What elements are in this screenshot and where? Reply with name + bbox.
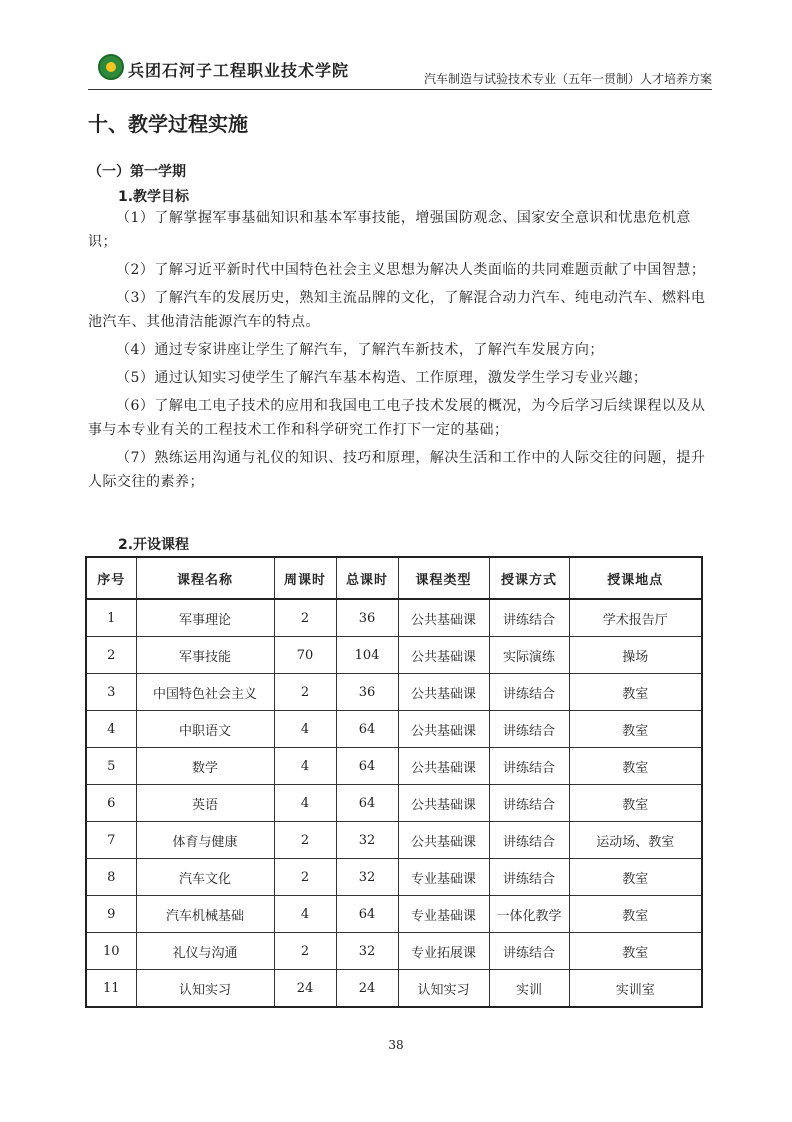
table-cell: 讲练结合	[489, 711, 569, 748]
table-cell: 4	[274, 748, 336, 785]
table-row	[86, 859, 702, 896]
school-name: 兵团石河子工程职业技术学院	[128, 61, 350, 80]
table-cell: 36	[336, 599, 398, 637]
table-cell: 64	[336, 711, 398, 748]
table-cell: 公共基础课	[398, 822, 489, 859]
page-number: 38	[388, 1038, 404, 1052]
table-cell: 实际演练	[489, 637, 569, 674]
table-cell: 讲练结合	[489, 859, 569, 896]
table-cell: 中职语文	[136, 711, 274, 748]
table-cell: 64	[336, 896, 398, 933]
column-header: 授课地点	[569, 557, 702, 599]
table-cell: 32	[336, 859, 398, 896]
table-cell: 实训室	[569, 970, 702, 1008]
table-cell: 2	[274, 599, 336, 637]
table-cell: 2	[274, 859, 336, 896]
table-row	[86, 748, 702, 785]
table-cell: 军事技能	[136, 637, 274, 674]
goals-list	[88, 206, 712, 498]
table-cell: 11	[86, 970, 136, 1008]
table-cell: 公共基础课	[398, 785, 489, 822]
goals-heading: 1.教学目标	[118, 189, 190, 205]
semester-title: （一）第一学期	[88, 164, 186, 180]
table-cell: 认知实习	[398, 970, 489, 1008]
header-divider	[88, 89, 712, 90]
table-cell: 8	[86, 859, 136, 896]
table-cell: 2	[274, 674, 336, 711]
table-cell: 2	[274, 822, 336, 859]
column-header: 课程类型	[398, 557, 489, 599]
table-cell: 教室	[569, 674, 702, 711]
column-header: 课程名称	[136, 557, 274, 599]
table-row	[86, 711, 702, 748]
table-cell: 讲练结合	[489, 822, 569, 859]
table-cell: 24	[274, 970, 336, 1008]
table-cell: 教室	[569, 896, 702, 933]
table-cell: 英语	[136, 785, 274, 822]
table-cell: 2	[274, 933, 336, 970]
goal-item: （7）熟练运用沟通与礼仪的知识、技巧和原理，解决生活和工作中的人际交往的问题，提升人际交往的素养；	[88, 450, 706, 490]
table-row	[86, 896, 702, 933]
table-cell: 3	[86, 674, 136, 711]
table-row	[86, 674, 702, 711]
column-header: 周课时	[274, 557, 336, 599]
table-cell: 5	[86, 748, 136, 785]
table-cell: 公共基础课	[398, 637, 489, 674]
table-cell: 专业基础课	[398, 896, 489, 933]
table-cell: 公共基础课	[398, 674, 489, 711]
courses-heading: 2.开设课程	[118, 537, 190, 553]
table-cell: 9	[86, 896, 136, 933]
section-title: 十、教学过程实施	[88, 112, 248, 136]
courses-table	[85, 556, 703, 1008]
table-row	[86, 599, 702, 637]
table-cell: 64	[336, 785, 398, 822]
table-cell: 数学	[136, 748, 274, 785]
table-cell: 体育与健康	[136, 822, 274, 859]
table-cell: 学术报告厅	[569, 599, 702, 637]
table-cell: 汽车文化	[136, 859, 274, 896]
table-cell: 4	[274, 711, 336, 748]
table-row	[86, 933, 702, 970]
goal-item: （2）了解习近平新时代中国特色社会主义思想为解决人类面临的共同难题贡献了中国智慧；	[116, 262, 706, 278]
table-cell: 4	[86, 711, 136, 748]
table-cell: 公共基础课	[398, 599, 489, 637]
table-cell: 教室	[569, 711, 702, 748]
table-cell: 讲练结合	[489, 599, 569, 637]
table-cell: 教室	[569, 785, 702, 822]
table-cell: 70	[274, 637, 336, 674]
table-row	[86, 822, 702, 859]
table-cell: 教室	[569, 933, 702, 970]
table-cell: 24	[336, 970, 398, 1008]
table-cell: 讲练结合	[489, 674, 569, 711]
table-cell: 6	[86, 785, 136, 822]
table-cell: 中国特色社会主义	[136, 674, 274, 711]
page-header	[88, 50, 712, 90]
column-header: 序号	[86, 557, 136, 599]
table-cell: 10	[86, 933, 136, 970]
table-cell: 7	[86, 822, 136, 859]
column-header: 总课时	[336, 557, 398, 599]
table-cell: 32	[336, 933, 398, 970]
table-cell: 4	[274, 785, 336, 822]
table-row	[86, 970, 702, 1008]
table-cell: 讲练结合	[489, 933, 569, 970]
table-cell: 104	[336, 637, 398, 674]
table-cell: 讲练结合	[489, 785, 569, 822]
table-cell: 公共基础课	[398, 748, 489, 785]
table-cell: 汽车机械基础	[136, 896, 274, 933]
school-emblem-icon	[98, 54, 124, 80]
goal-item: （3）了解汽车的发展历史，熟知主流品牌的文化，了解混合动力汽车、纯电动汽车、燃料电池汽车、其他清洁能源汽车的特点。	[88, 290, 706, 330]
goal-item: （5）通过认知实习使学生了解汽车基本构造、工作原理，激发学生学习专业兴趣；	[116, 370, 648, 386]
table-cell: 礼仪与沟通	[136, 933, 274, 970]
goal-item: （1）了解掌握军事基础知识和基本军事技能，增强国防观念、国家安全意识和忧患危机意识；	[88, 210, 691, 250]
table-header-row	[86, 557, 702, 599]
table-cell: 2	[86, 637, 136, 674]
table-cell: 讲练结合	[489, 748, 569, 785]
table-cell: 64	[336, 748, 398, 785]
table-row	[86, 637, 702, 674]
table-cell: 认知实习	[136, 970, 274, 1008]
table-cell: 教室	[569, 859, 702, 896]
table-cell: 专业拓展课	[398, 933, 489, 970]
table-cell: 操场	[569, 637, 702, 674]
table-cell: 运动场、教室	[569, 822, 702, 859]
table-cell: 36	[336, 674, 398, 711]
table-cell: 实训	[489, 970, 569, 1008]
column-header: 授课方式	[489, 557, 569, 599]
table-cell: 1	[86, 599, 136, 637]
goal-item: （6）了解电工电子技术的应用和我国电工电子技术发展的概况，为今后学习后续课程以及从事与本专业有关的工程技术工作和科学研究工作打下一定的基础；	[88, 398, 706, 438]
goal-item: （4）通过专家讲座让学生了解汽车，了解汽车新技术，了解汽车发展方向；	[116, 342, 604, 358]
table-cell: 4	[274, 896, 336, 933]
table-row	[86, 785, 702, 822]
program-name: 汽车制造与试验技术专业（五年一贯制）人才培养方案	[423, 72, 712, 86]
table-cell: 一体化教学	[489, 896, 569, 933]
table-cell: 专业基础课	[398, 859, 489, 896]
table-cell: 军事理论	[136, 599, 274, 637]
table-cell: 32	[336, 822, 398, 859]
table-body	[86, 599, 702, 1007]
table-cell: 教室	[569, 748, 702, 785]
table-cell: 公共基础课	[398, 711, 489, 748]
